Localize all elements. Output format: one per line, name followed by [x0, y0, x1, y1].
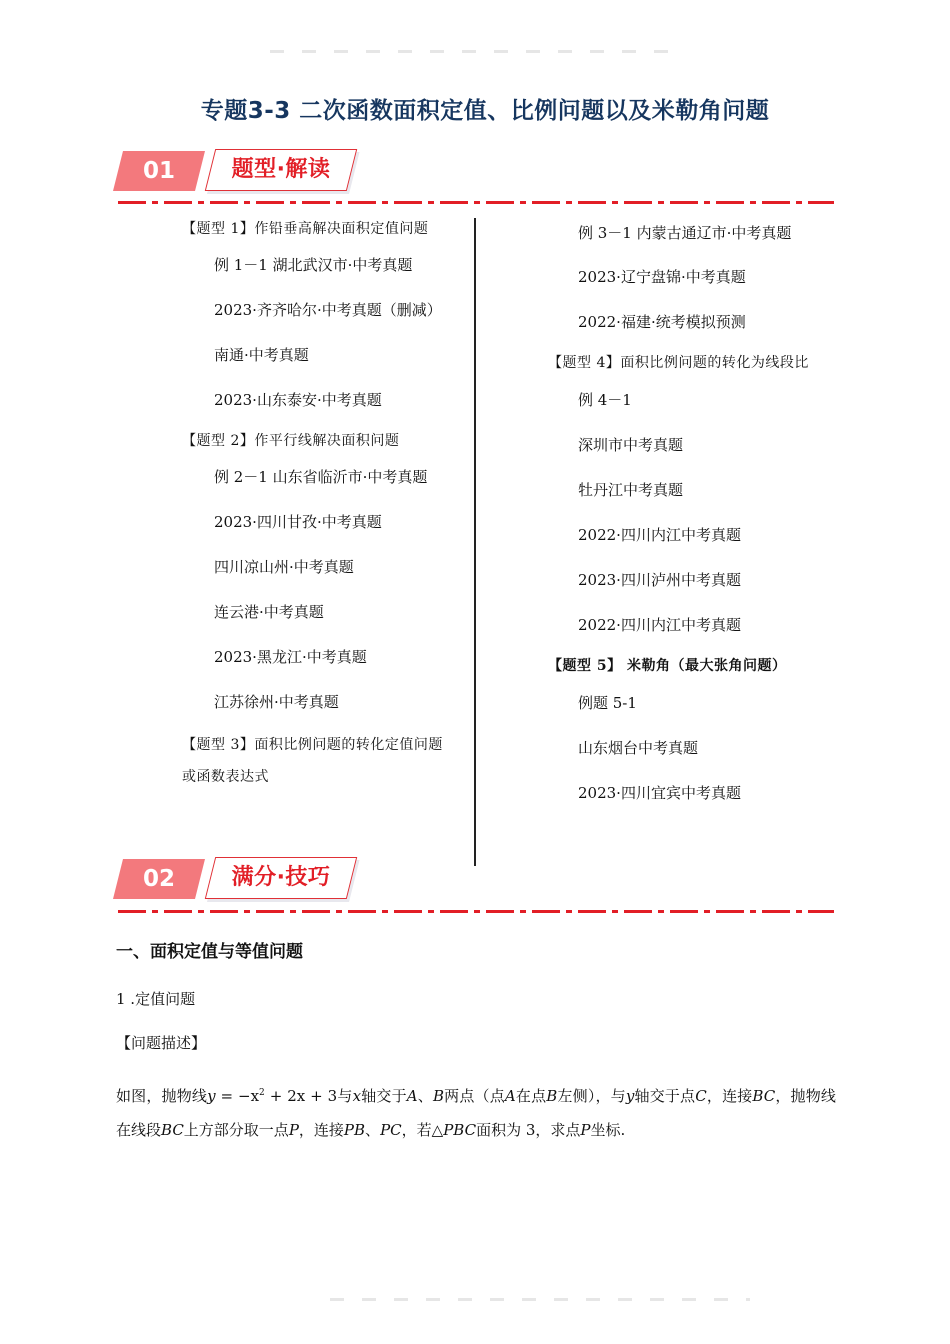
toc-item: 2023·四川泸州中考真题 — [578, 571, 741, 589]
toc-item: 2023·齐齐哈尔·中考真题（删减） — [214, 301, 442, 319]
toc-item: 例题 5-1 — [578, 694, 637, 712]
toc-item: 例 2－1 山东省临沂市·中考真题 — [214, 468, 428, 486]
toc-item: 深圳市中考真题 — [578, 436, 684, 454]
page-title: 专题3-3 二次函数面积定值、比例问题以及米勒角问题 — [200, 98, 770, 124]
toc-item: 例 3－1 内蒙古通辽市·中考真题 — [578, 224, 792, 242]
toc-item: 山东烟台中考真题 — [578, 739, 699, 757]
section-header-02 — [118, 859, 378, 903]
toc-category: 【题型 1】作铅垂高解决面积定值问题 — [182, 221, 429, 237]
toc-category: 【题型 4】面积比例问题的转化为线段比 — [548, 355, 809, 371]
footer-decoration — [330, 1298, 750, 1301]
toc-item: 2023·山东泰安·中考真题 — [214, 391, 382, 409]
section-label-box: 题型·解读 — [205, 149, 357, 191]
content-subheading: 1 .定值问题 — [116, 990, 196, 1008]
toc-item: 四川凉山州·中考真题 — [214, 558, 354, 576]
toc-item: 2023·黑龙江·中考真题 — [214, 648, 367, 666]
problem-description-label: 【问题描述】 — [116, 1034, 207, 1052]
toc-category: 【题型 3】面积比例问题的转化定值问题 — [182, 737, 443, 753]
toc-item: 2022·四川内江中考真题 — [578, 616, 741, 634]
toc-category: 【题型 5】 米勒角（最大张角问题） — [548, 658, 787, 674]
toc-item: 2023·辽宁盘锦·中考真题 — [578, 268, 746, 286]
section-number-badge: 02 — [113, 859, 205, 899]
toc-item: 南通·中考真题 — [214, 346, 309, 364]
header-decoration — [270, 50, 670, 53]
toc-item: 牡丹江中考真题 — [578, 481, 684, 499]
section-divider — [118, 910, 834, 913]
section-label-box: 满分·技巧 — [205, 857, 357, 899]
toc-column-divider — [474, 218, 476, 866]
toc-category: 【题型 2】作平行线解决面积问题 — [182, 433, 400, 449]
toc-item: 例 4－1 — [578, 391, 632, 409]
problem-text: 如图，抛物线$y = -x^2 + 2x + 3$与x轴交于A、B两点（点A在点B左侧），与y轴交于点C，连接BC，抛物线在线段BC上方部分取一点P，连接PB、PC，若△PBC面积为 3，求点P坐标. — [116, 1087, 836, 1139]
toc-item: 2022·福建·统考模拟预测 — [578, 313, 746, 331]
section-number-badge: 01 — [113, 151, 205, 191]
section-divider — [118, 201, 834, 204]
toc-item: 2022·四川内江中考真题 — [578, 526, 741, 544]
toc-item: 2023·四川宜宾中考真题 — [578, 784, 741, 802]
content-heading: 一、面积定值与等值问题 — [116, 942, 303, 962]
toc-item: 江苏徐州·中考真题 — [214, 693, 339, 711]
toc-item: 2023·四川甘孜·中考真题 — [214, 513, 382, 531]
toc-item: 例 1－1 湖北武汉市·中考真题 — [214, 256, 413, 274]
section-header-01 — [118, 151, 378, 195]
toc-category: 或函数表达式 — [182, 769, 269, 785]
toc-item: 连云港·中考真题 — [214, 603, 324, 621]
